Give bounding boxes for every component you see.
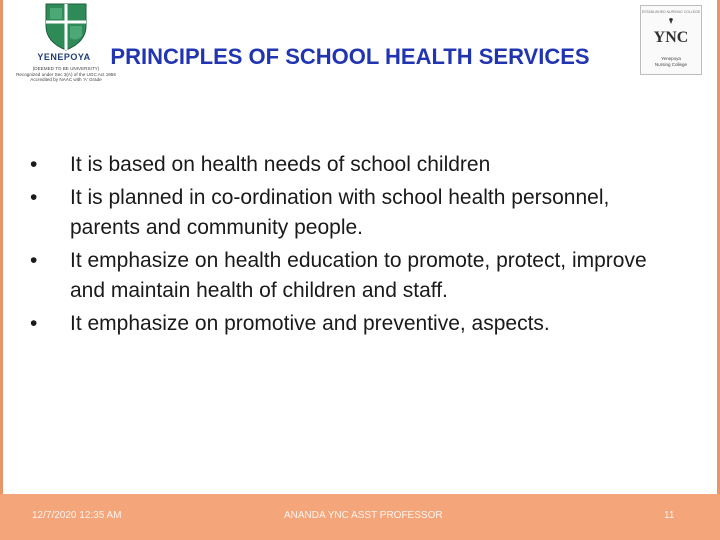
bullet-list: [30, 150, 680, 342]
bullet-marker: •: [30, 186, 38, 209]
bullet-marker: •: [30, 312, 38, 335]
bullet-item: [30, 183, 680, 243]
bullet-text: It emphasize on promotive and preventive, aspects.: [70, 312, 550, 335]
footer-date: 12/7/2020 12:35 AM: [32, 510, 122, 521]
bullet-item: [30, 309, 680, 339]
university-shield-icon: [36, 2, 96, 52]
bullet-text: It is planned in co-ordination with school health personnel, parents and community people.: [70, 186, 610, 239]
slide-title: PRINCIPLES OF SCHOOL HEALTH SERVICES: [110, 44, 590, 69]
footer-author: ANANDA YNC ASST PROFESSOR: [284, 510, 443, 521]
yenepoya-university-logo: [14, 2, 122, 98]
college-logo-top-text: ESTABLISHED NURSING COLLEGE: [641, 10, 701, 14]
bullet-text: It emphasize on health education to promote, protect, improve and maintain health of children and staff.: [70, 249, 647, 302]
bullet-marker: •: [30, 249, 38, 272]
college-logo-bottom-line: Nursing College: [654, 62, 688, 67]
university-subtitle-line: Recognized under Sec 3(A) of the UGC Act 1956: [16, 71, 116, 77]
college-logo-bottom-line: Yenepoya: [661, 56, 681, 61]
bullet-marker: •: [30, 153, 38, 176]
left-edge-bar: [0, 0, 3, 540]
bullet-item: [30, 246, 680, 306]
university-name: YENEPOYA: [37, 52, 91, 62]
college-logo-bottom-text: [641, 56, 701, 68]
footer-page-number: 11: [664, 510, 675, 521]
university-subtitle-line: Accredited by NAAC with 'A' Grade: [30, 77, 102, 83]
university-subtitle-line: (DEEMED TO BE UNIVERSITY): [32, 66, 100, 71]
bullet-text: It is based on health needs of school children: [70, 153, 491, 176]
nursing-college-logo: [640, 5, 702, 75]
slide-footer: [0, 494, 720, 540]
bullet-item: [30, 150, 680, 180]
svg-text:YNC: YNC: [653, 29, 689, 46]
university-subtitle: [14, 66, 118, 83]
ync-monogram-icon: [652, 17, 690, 47]
